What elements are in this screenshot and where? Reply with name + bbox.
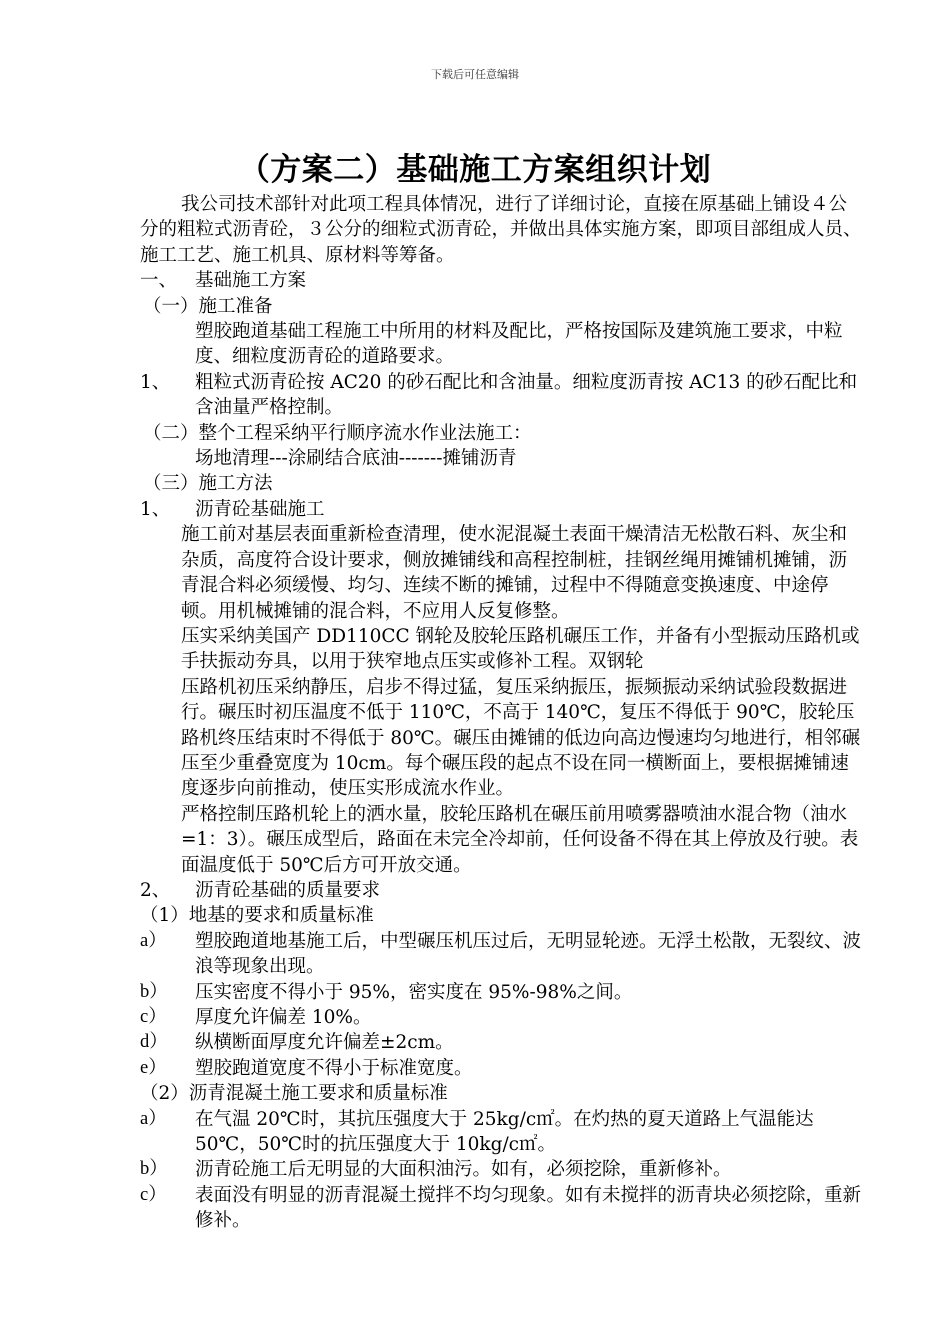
method-paragraph: 施工前对基层表面重新检查清理，使水泥混凝土表面干燥清洁无松散石料、灰尘和杂质，高度符合设计要求，侧放摊铺线和高程控制桩，挂钢丝绳用摊铺机摊铺，沥青混合料必须缓慢、均匀、连续不断的摊铺，过程中不得随意变换速度、中途停顿。用机械摊铺的混合料，不应用人反复修整。 [181, 524, 848, 622]
method-item-2-heading [140, 878, 862, 903]
subsection-1-paragraph: 塑胶跑道基础工程施工中所用的材料及配比，严格按国际及建筑施工要求，中粒度、细粒度沥青砼的道路要求。 [195, 321, 843, 368]
quality-1-heading: （1）地基的要求和质量标准 [140, 905, 374, 927]
subsection-2-flow: 场地清理---涂刷结合底油-------摊铺沥青 [195, 448, 517, 470]
subsection-3-heading: （三）施工方法 [143, 473, 273, 495]
quality-1-item [140, 1005, 862, 1030]
quality-1-item-label: d） [140, 1032, 168, 1053]
quality-1-item-text: 厚度允许偏差 10%。 [195, 1007, 372, 1028]
intro-paragraph: 我公司技术部针对此项工程具体情况，进行了详细讨论，直接在原基础上铺设４公分的粗粒式沥青砼，３公分的细粒式沥青砼，并做出具体实施方案，即项目部组成人员、施工工艺、施工机具、原材料等筹备。 [140, 194, 862, 266]
quality-1-item-text: 塑胶跑道宽度不得小于标准宽度。 [195, 1057, 473, 1079]
quality-2-item [140, 1183, 862, 1234]
method-paragraph: 压路机初压采纳静压，启步不得过猛，复压采纳振压，振频振动采纳试验段数据进行。碾压时初压温度不低于 110℃，不高于 140℃，复压不得低于 90℃，胶轮压路机终压结束时不得低于 80℃。碾压由摊铺的低边向高边慢速均匀地进行，相邻碾压至少重叠宽度为 10cm。每个碾压段的起点不设在同一横断面上，要根据摊铺速度逐步向前推动，使压实形成流水作业。 [181, 676, 861, 800]
quality-1-item [140, 929, 862, 980]
page-header-note: 下载后可任意编辑 [431, 68, 519, 81]
quality-1-item-text: 纵横断面厚度允许偏差±2cm。 [195, 1032, 454, 1054]
section-1-title: 基础施工方案 [195, 270, 307, 292]
section-1-heading [140, 268, 862, 293]
quality-1-item [140, 980, 862, 1005]
quality-1-item-label: c） [140, 1007, 167, 1027]
document-title: （方案二）基础施工方案组织计划 [238, 152, 712, 188]
subsection-1-item-text: 粗粒式沥青砼按 AC20 的砂石配比和含油量。细粒度沥青按 AC13 的砂石配比和含油量严格控制。 [195, 371, 858, 419]
method-item-2-label: 2、 [140, 879, 171, 901]
quality-2-item-text: 沥青砼施工后无明显的大面积油污。如有，必须挖除，重新修补。 [195, 1159, 732, 1181]
quality-2-heading: （2）沥青混凝土施工要求和质量标准 [140, 1083, 448, 1105]
method-item-1-heading [140, 497, 862, 522]
method-paragraph: 严格控制压路机轮上的洒水量，胶轮压路机在碾压前用喷雾器喷油水混合物（油水=1：3）。碾压成型后，路面在未完全冷却前，任何设备不得在其上停放及行驶。表面温度低于 50℃后方可开放交通。 [181, 803, 859, 876]
subsection-1-heading: （一）施工准备 [143, 295, 273, 317]
quality-2-item-text: 表面没有明显的沥青混凝土搅拌不均匀现象。如有未搅拌的沥青块必须挖除，重新修补。 [195, 1184, 862, 1232]
quality-2-item-label: b） [140, 1159, 168, 1180]
section-1-label: 一、 [140, 270, 178, 292]
method-item-1-label: 1、 [140, 498, 171, 520]
quality-1-item-text: 压实密度不得小于 95%，密实度在 95%-98%之间。 [195, 981, 633, 1003]
method-item-1-title: 沥青砼基础施工 [195, 498, 325, 520]
subsection-2-heading: （二）整个工程采纳平行顺序流水作业法施工： [143, 422, 532, 444]
subsection-1-item [140, 370, 862, 421]
quality-1-item [140, 1030, 862, 1055]
document-body [140, 192, 862, 1234]
quality-1-item [140, 1056, 862, 1081]
quality-2-item-label: a） [140, 1108, 167, 1129]
quality-1-item-label: b） [140, 981, 168, 1002]
quality-1-item-label: e） [140, 1057, 167, 1078]
quality-1-item-label: a） [140, 930, 167, 951]
quality-2-item [140, 1107, 862, 1158]
quality-2-item [140, 1157, 862, 1182]
quality-2-item-label: c） [140, 1184, 167, 1205]
quality-1-item-text: 塑胶跑道地基施工后，中型碾压机压过后，无明显轮迹。无浮土松散，无裂纹、波浪等现象出现。 [195, 930, 862, 978]
quality-2-item-text: 在气温 20℃时，其抗压强度大于 25kg/c㎡。在灼热的夏天道路上气温能达 50℃，50℃时的抗压强度大于 10kg/c㎡。 [195, 1108, 814, 1156]
subsection-1-item-label: 1、 [140, 371, 171, 393]
method-paragraph: 压实采纳美国产 DD110CC 钢轮及胶轮压路机碾压工作，并备有小型振动压路机或手扶振动夯具，以用于狭窄地点压实或修补工程。双钢轮 [181, 625, 860, 673]
method-item-2-title: 沥青砼基础的质量要求 [195, 879, 381, 901]
